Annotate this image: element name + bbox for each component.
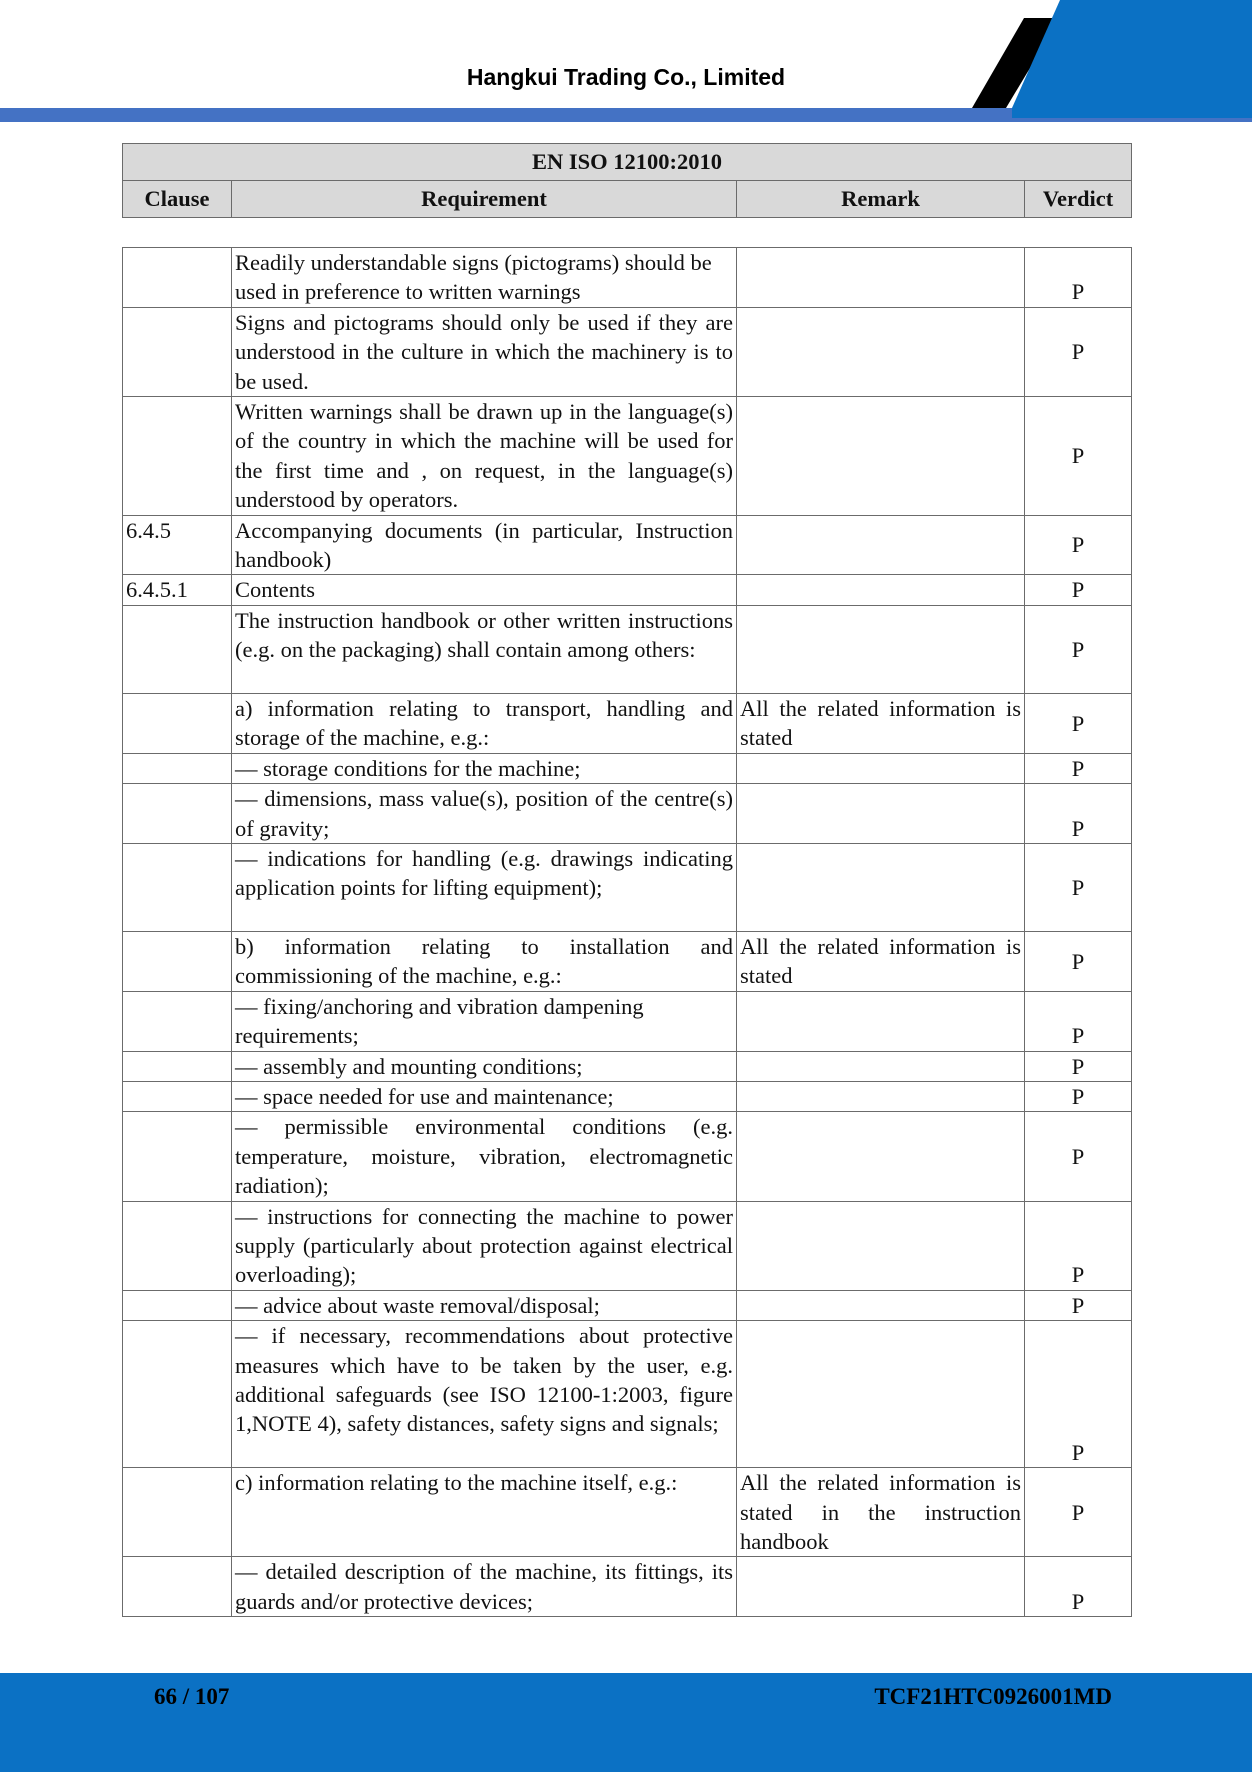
requirement-cell: a) information relating to transport, handling and storage of the machine, e.g.:	[232, 693, 737, 753]
table-row	[123, 605, 1132, 693]
clause-cell: 6.4.5.1	[123, 575, 232, 605]
table-row	[123, 931, 1132, 991]
clause-cell	[123, 248, 232, 308]
requirement-cell: Written warnings shall be drawn up in the language(s) of the country in which the machine will be used for the first time and , on request, in the language(s) understood by operators.	[232, 397, 737, 516]
requirement-cell: — instructions for connecting the machine to power supply (particularly about protection against electrical overloading);	[232, 1201, 737, 1290]
requirement-cell: Contents	[232, 575, 737, 605]
clause-cell	[123, 307, 232, 396]
table-row	[123, 515, 1132, 575]
remark-cell: All the related information is stated	[737, 693, 1025, 753]
requirement-cell: Signs and pictograms should only be used if they are understood in the culture in which the machinery is to be used.	[232, 307, 737, 396]
page-number: 66 / 107	[154, 1684, 230, 1709]
table-row	[123, 1468, 1132, 1557]
table-row	[123, 1201, 1132, 1290]
verdict-cell: P	[1025, 1081, 1132, 1111]
requirement-cell: — fixing/anchoring and vibration dampening requirements;	[232, 991, 737, 1051]
verdict-cell: P	[1025, 784, 1132, 844]
verdict-cell: P	[1025, 991, 1132, 1051]
verdict-cell: P	[1025, 753, 1132, 783]
remark-cell	[737, 1557, 1025, 1617]
remark-cell	[737, 1321, 1025, 1468]
verdict-cell: P	[1025, 1557, 1132, 1617]
clause-cell	[123, 843, 232, 931]
requirement-cell: Readily understandable signs (pictograms) should be used in preference to written warnings	[232, 248, 737, 308]
requirement-cell: — space needed for use and maintenance;	[232, 1081, 737, 1111]
clause-cell	[123, 1081, 232, 1111]
verdict-cell: P	[1025, 931, 1132, 991]
verdict-cell: P	[1025, 515, 1132, 575]
clause-cell	[123, 1201, 232, 1290]
requirement-cell: The instruction handbook or other written instructions (e.g. on the packaging) shall contain among others:	[232, 605, 737, 693]
table-row	[123, 1557, 1132, 1617]
clause-cell	[123, 784, 232, 844]
requirement-cell: c) information relating to the machine itself, e.g.:	[232, 1468, 737, 1557]
column-header-requirement: Requirement	[232, 181, 737, 218]
clause-cell	[123, 397, 232, 516]
table-row	[123, 991, 1132, 1051]
clause-cell	[123, 991, 232, 1051]
clause-cell	[123, 605, 232, 693]
table-row	[123, 784, 1132, 844]
requirement-cell: — dimensions, mass value(s), position of the centre(s) of gravity;	[232, 784, 737, 844]
column-header-remark: Remark	[737, 181, 1025, 218]
table-row	[123, 575, 1132, 605]
remark-cell	[737, 1290, 1025, 1320]
verdict-cell: P	[1025, 397, 1132, 516]
requirement-cell: — assembly and mounting conditions;	[232, 1051, 737, 1081]
remark-cell	[737, 307, 1025, 396]
verdict-cell: P	[1025, 1201, 1132, 1290]
verdict-cell: P	[1025, 693, 1132, 753]
table-row	[123, 1321, 1132, 1468]
clause-cell	[123, 753, 232, 783]
remark-cell	[737, 515, 1025, 575]
clause-cell	[123, 1051, 232, 1081]
report-number: TCF21HTC0926001MD	[874, 1684, 1112, 1709]
requirement-cell: Accompanying documents (in particular, Instruction handbook)	[232, 515, 737, 575]
clause-cell	[123, 931, 232, 991]
requirement-cell: — detailed description of the machine, its fittings, its guards and/or protective devices;	[232, 1557, 737, 1617]
column-header-verdict: Verdict	[1025, 181, 1132, 218]
verdict-cell: P	[1025, 1112, 1132, 1201]
clause-cell	[123, 1290, 232, 1320]
requirement-cell: b) information relating to installation and commissioning of the machine, e.g.:	[232, 931, 737, 991]
requirement-cell: — storage conditions for the machine;	[232, 753, 737, 783]
clause-cell	[123, 1112, 232, 1201]
clause-cell	[123, 1468, 232, 1557]
requirement-cell: — permissible environmental conditions (e.g. temperature, moisture, vibration, electromagnetic radiation);	[232, 1112, 737, 1201]
table-row	[123, 248, 1132, 308]
remark-cell	[737, 1201, 1025, 1290]
remark-cell	[737, 753, 1025, 783]
standard-title: EN ISO 12100:2010	[123, 144, 1132, 181]
remark-cell	[737, 575, 1025, 605]
remark-cell	[737, 1051, 1025, 1081]
table-row	[123, 753, 1132, 783]
standard-header-table	[122, 143, 1132, 218]
remark-cell	[737, 843, 1025, 931]
remark-cell: All the related information is stated	[737, 931, 1025, 991]
verdict-cell: P	[1025, 1468, 1132, 1557]
remark-cell	[737, 605, 1025, 693]
requirement-cell: — advice about waste removal/disposal;	[232, 1290, 737, 1320]
verdict-cell: P	[1025, 1051, 1132, 1081]
requirement-cell: — indications for handling (e.g. drawings indicating application points for lifting equipment);	[232, 843, 737, 931]
remark-cell	[737, 1112, 1025, 1201]
remark-cell: All the related information is stated in the instruction handbook	[737, 1468, 1025, 1557]
column-header-clause: Clause	[123, 181, 232, 218]
table-row	[123, 693, 1132, 753]
table-row	[123, 307, 1132, 396]
clause-cell: 6.4.5	[123, 515, 232, 575]
remark-cell	[737, 397, 1025, 516]
verdict-cell: P	[1025, 1290, 1132, 1320]
table-row	[123, 843, 1132, 931]
header-corner-decoration	[972, 0, 1252, 122]
verdict-cell: P	[1025, 1321, 1132, 1468]
table-row	[123, 397, 1132, 516]
table-row	[123, 1290, 1132, 1320]
table-row	[123, 1081, 1132, 1111]
company-name: Hangkui Trading Co., Limited	[466, 64, 786, 90]
verdict-cell: P	[1025, 605, 1132, 693]
requirement-cell: — if necessary, recommendations about protective measures which have to be taken by the user, e.g. additional safeguards (see ISO 12100-1:2003, figure 1,NOTE 4), safety distances, safety signs and signals;	[232, 1321, 737, 1468]
verdict-cell: P	[1025, 843, 1132, 931]
requirements-table	[122, 247, 1132, 1617]
remark-cell	[737, 784, 1025, 844]
clause-cell	[123, 1557, 232, 1617]
clause-cell	[123, 693, 232, 753]
table-row	[123, 1051, 1132, 1081]
remark-cell	[737, 991, 1025, 1051]
table-row	[123, 1112, 1132, 1201]
verdict-cell: P	[1025, 307, 1132, 396]
remark-cell	[737, 1081, 1025, 1111]
remark-cell	[737, 248, 1025, 308]
clause-cell	[123, 1321, 232, 1468]
verdict-cell: P	[1025, 248, 1132, 308]
verdict-cell: P	[1025, 575, 1132, 605]
